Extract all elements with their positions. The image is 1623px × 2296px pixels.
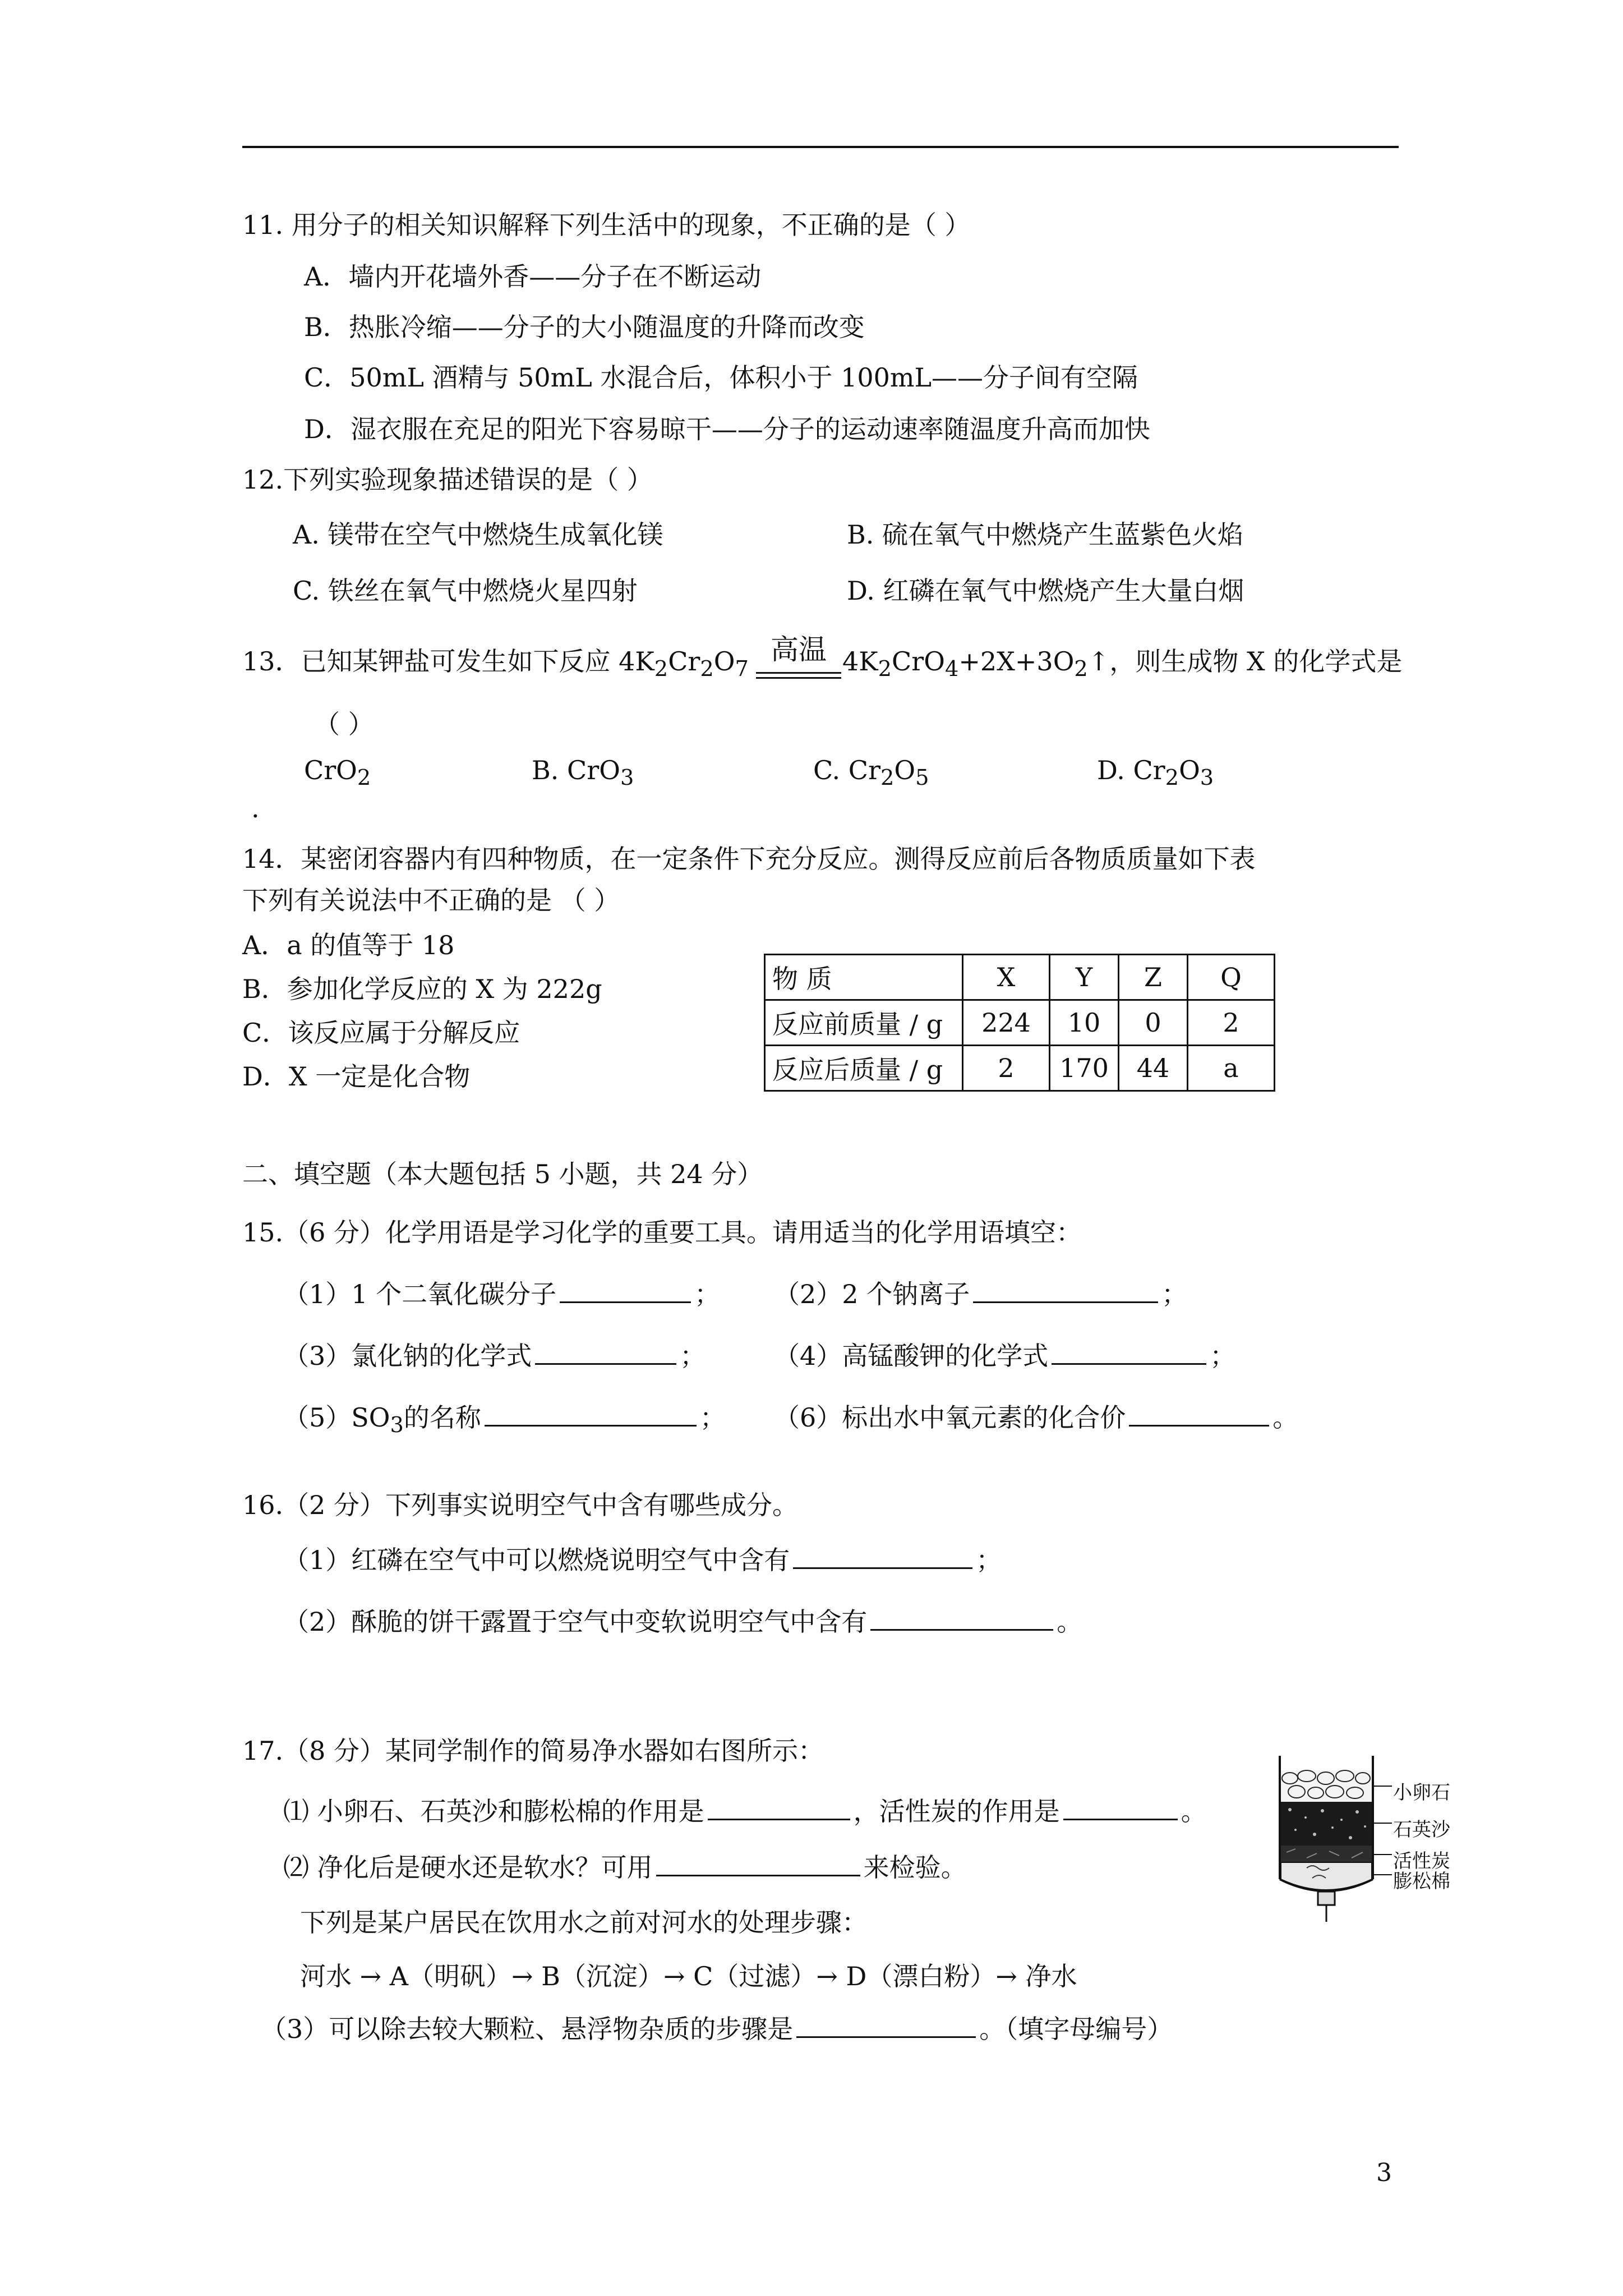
section-2-heading: 二、填空题（本大题包括 5 小题，共 24 分）: [242, 1159, 763, 1189]
answer-blank[interactable]: [796, 2036, 976, 2038]
q13-answer-paren: （ ）: [314, 709, 374, 739]
answer-blank[interactable]: [535, 1363, 676, 1365]
q12-option-b: B. 硫在氧气中燃烧产生蓝紫色火焰: [847, 519, 1244, 550]
q15-part-2: （2）2 个钠离子 ；: [774, 1279, 1188, 1309]
q14-mass-table: [764, 954, 1275, 1092]
page-number: 3: [1376, 2159, 1392, 2187]
q12-option-c: C. 铁丝在氧气中燃烧火星四射: [293, 576, 638, 606]
q12-stem: 12.下列实验现象描述错误的是（ ）: [242, 464, 653, 495]
table-cell: Y: [1050, 955, 1119, 1000]
table-cell: 44: [1119, 1046, 1188, 1091]
q16-part-1: （1）红磷在空气中可以燃烧说明空气中含有 ；: [283, 1545, 1002, 1575]
q14-option-b: B．参加化学反应的 X 为 222g: [242, 974, 602, 1004]
q12-option-a: A. 镁带在空气中燃烧生成氧化镁: [293, 519, 663, 550]
table-cell: 224: [963, 1000, 1050, 1046]
activated-carbon-layer: [1281, 1846, 1372, 1862]
q13-equals-bar: [756, 672, 841, 679]
answer-blank[interactable]: [973, 1301, 1158, 1303]
q13-option-a: CrO$_2$: [304, 755, 371, 791]
q15-part-6: （6）标出水中氧元素的化合价 。: [774, 1402, 1299, 1433]
q15-part-3: （3）氯化钠的化学式 ；: [283, 1341, 706, 1371]
answer-blank[interactable]: [560, 1301, 691, 1303]
q11-option-a: A．墙内开花墙外香——分子在不断运动: [304, 261, 762, 292]
table-cell: 170: [1050, 1046, 1119, 1091]
q16-part-2: （2）酥脆的饼干露置于空气中变软说明空气中含有 。: [283, 1607, 1083, 1637]
table-cell: a: [1188, 1046, 1275, 1091]
q17-part-3: （3）可以除去较大颗粒、悬浮物杂质的步骤是 。（填字母编号）: [261, 2014, 1173, 2044]
q13-option-b: B. CrO$_3$: [532, 755, 634, 791]
outlet-valve: [1318, 1892, 1335, 1905]
table-cell: 反应后质量 / g: [765, 1046, 963, 1091]
answer-blank[interactable]: [485, 1424, 697, 1427]
q12-option-d: D. 红磷在氧气中燃烧产生大量白烟: [847, 576, 1244, 606]
table-cell: 0: [1119, 1000, 1188, 1046]
table-cell: Z: [1119, 955, 1188, 1000]
quartz-sand-layer: [1281, 1802, 1372, 1846]
q13-reaction-condition: [756, 627, 841, 679]
q17-procedure-intro: 下列是某户居民在饮用水之前对河水的处理步骤：: [300, 1907, 868, 1938]
q11-option-d: D．湿衣服在充足的阳光下容易晾干——分子的运动速率随温度升高而加快: [304, 414, 1150, 444]
q17-part-2: ⑵ 净化后是硬水还是软水？可用 来检验。: [283, 1852, 967, 1883]
q13-equation-right: $4K_2CrO_4+2X+3O_2↑$，则生成物 X 的化学式是: [842, 646, 1403, 682]
q13-option-c: C. $Cr_2O_5$: [813, 755, 929, 791]
table-header-row: [765, 955, 1275, 1000]
table-cell: Q: [1188, 955, 1275, 1000]
label-cotton: 膨松棉: [1393, 1870, 1450, 1893]
answer-blank[interactable]: [1129, 1424, 1269, 1427]
table-cell: 2: [963, 1046, 1050, 1091]
q17-stem: 17.（8 分）某同学制作的简易净水器如右图所示：: [242, 1736, 824, 1766]
answer-blank[interactable]: [656, 1874, 860, 1876]
q14-stem: 14．某密闭容器内有四种物质，在一定条件下充分反应。测得反应前后各物质质量如下表: [242, 844, 1256, 874]
q14-option-d: D．X 一定是化合物: [242, 1061, 471, 1092]
answer-blank[interactable]: [793, 1567, 972, 1569]
water-purifier-figure: [1273, 1756, 1450, 1924]
q13-condition-label: 高温: [771, 633, 827, 666]
label-pebbles: 小卵石: [1393, 1782, 1450, 1804]
header-rule: [242, 146, 1399, 148]
q14-option-c: C．该反应属于分解反应: [242, 1018, 520, 1048]
q11-stem: 11. 用分子的相关知识解释下列生活中的现象，不正确的是（ ）: [242, 210, 971, 240]
q11-option-c: C．50mL 酒精与 50mL 水混合后，体积小于 100mL——分子间有空隔: [304, 362, 1138, 393]
q15-stem: 15.（6 分）化学用语是学习化学的重要工具。请用适当的化学用语填空：: [242, 1217, 1082, 1248]
q16-stem: 16.（2 分）下列事实说明空气中含有哪些成分。: [242, 1490, 799, 1520]
q13-option-d: D. $Cr_2O_3$: [1097, 755, 1214, 791]
table-cell: 反应前质量 / g: [765, 1000, 963, 1046]
table-cell: 物 质: [765, 955, 963, 1000]
table-row: [765, 1046, 1275, 1091]
q15-part-4: （4）高锰酸钾的化学式 ；: [774, 1341, 1236, 1371]
label-quartz-sand: 石英沙: [1393, 1819, 1450, 1841]
q13-equation-left: 13．已知某钾盐可发生如下反应 $4K_2Cr_2O_7$: [242, 646, 749, 682]
answer-blank[interactable]: [870, 1628, 1053, 1631]
table-row: [765, 1000, 1275, 1046]
table-cell: X: [963, 955, 1050, 1000]
q13-dot: .: [251, 793, 260, 823]
q17-procedure-steps: 河水 → A（明矾）→ B（沉淀）→ C（过滤）→ D（漂白粉）→ 净水: [300, 1961, 1077, 1991]
q14-option-a: A．a 的值等于 18: [242, 930, 455, 960]
label-activated-carbon: 活性炭: [1393, 1850, 1450, 1872]
answer-blank[interactable]: [1052, 1363, 1206, 1365]
q14-stem-line2: 下列有关说法中不正确的是 （ ）: [242, 885, 620, 915]
q15-part-1: （1）1 个二氧化碳分子 ；: [283, 1279, 721, 1309]
q15-part-5: $(5)SO_3$的名称 ；: [283, 1402, 726, 1438]
q11-option-b: B．热胀冷缩——分子的大小随温度的升降而改变: [304, 312, 865, 342]
answer-blank[interactable]: [708, 1818, 850, 1820]
table-cell: 10: [1050, 1000, 1119, 1046]
answer-blank[interactable]: [1063, 1818, 1178, 1820]
q17-part-1: ⑴ 小卵石、石英沙和膨松棉的作用是 ，活性炭的作用是 。: [283, 1796, 1207, 1826]
table-cell: 2: [1188, 1000, 1275, 1046]
